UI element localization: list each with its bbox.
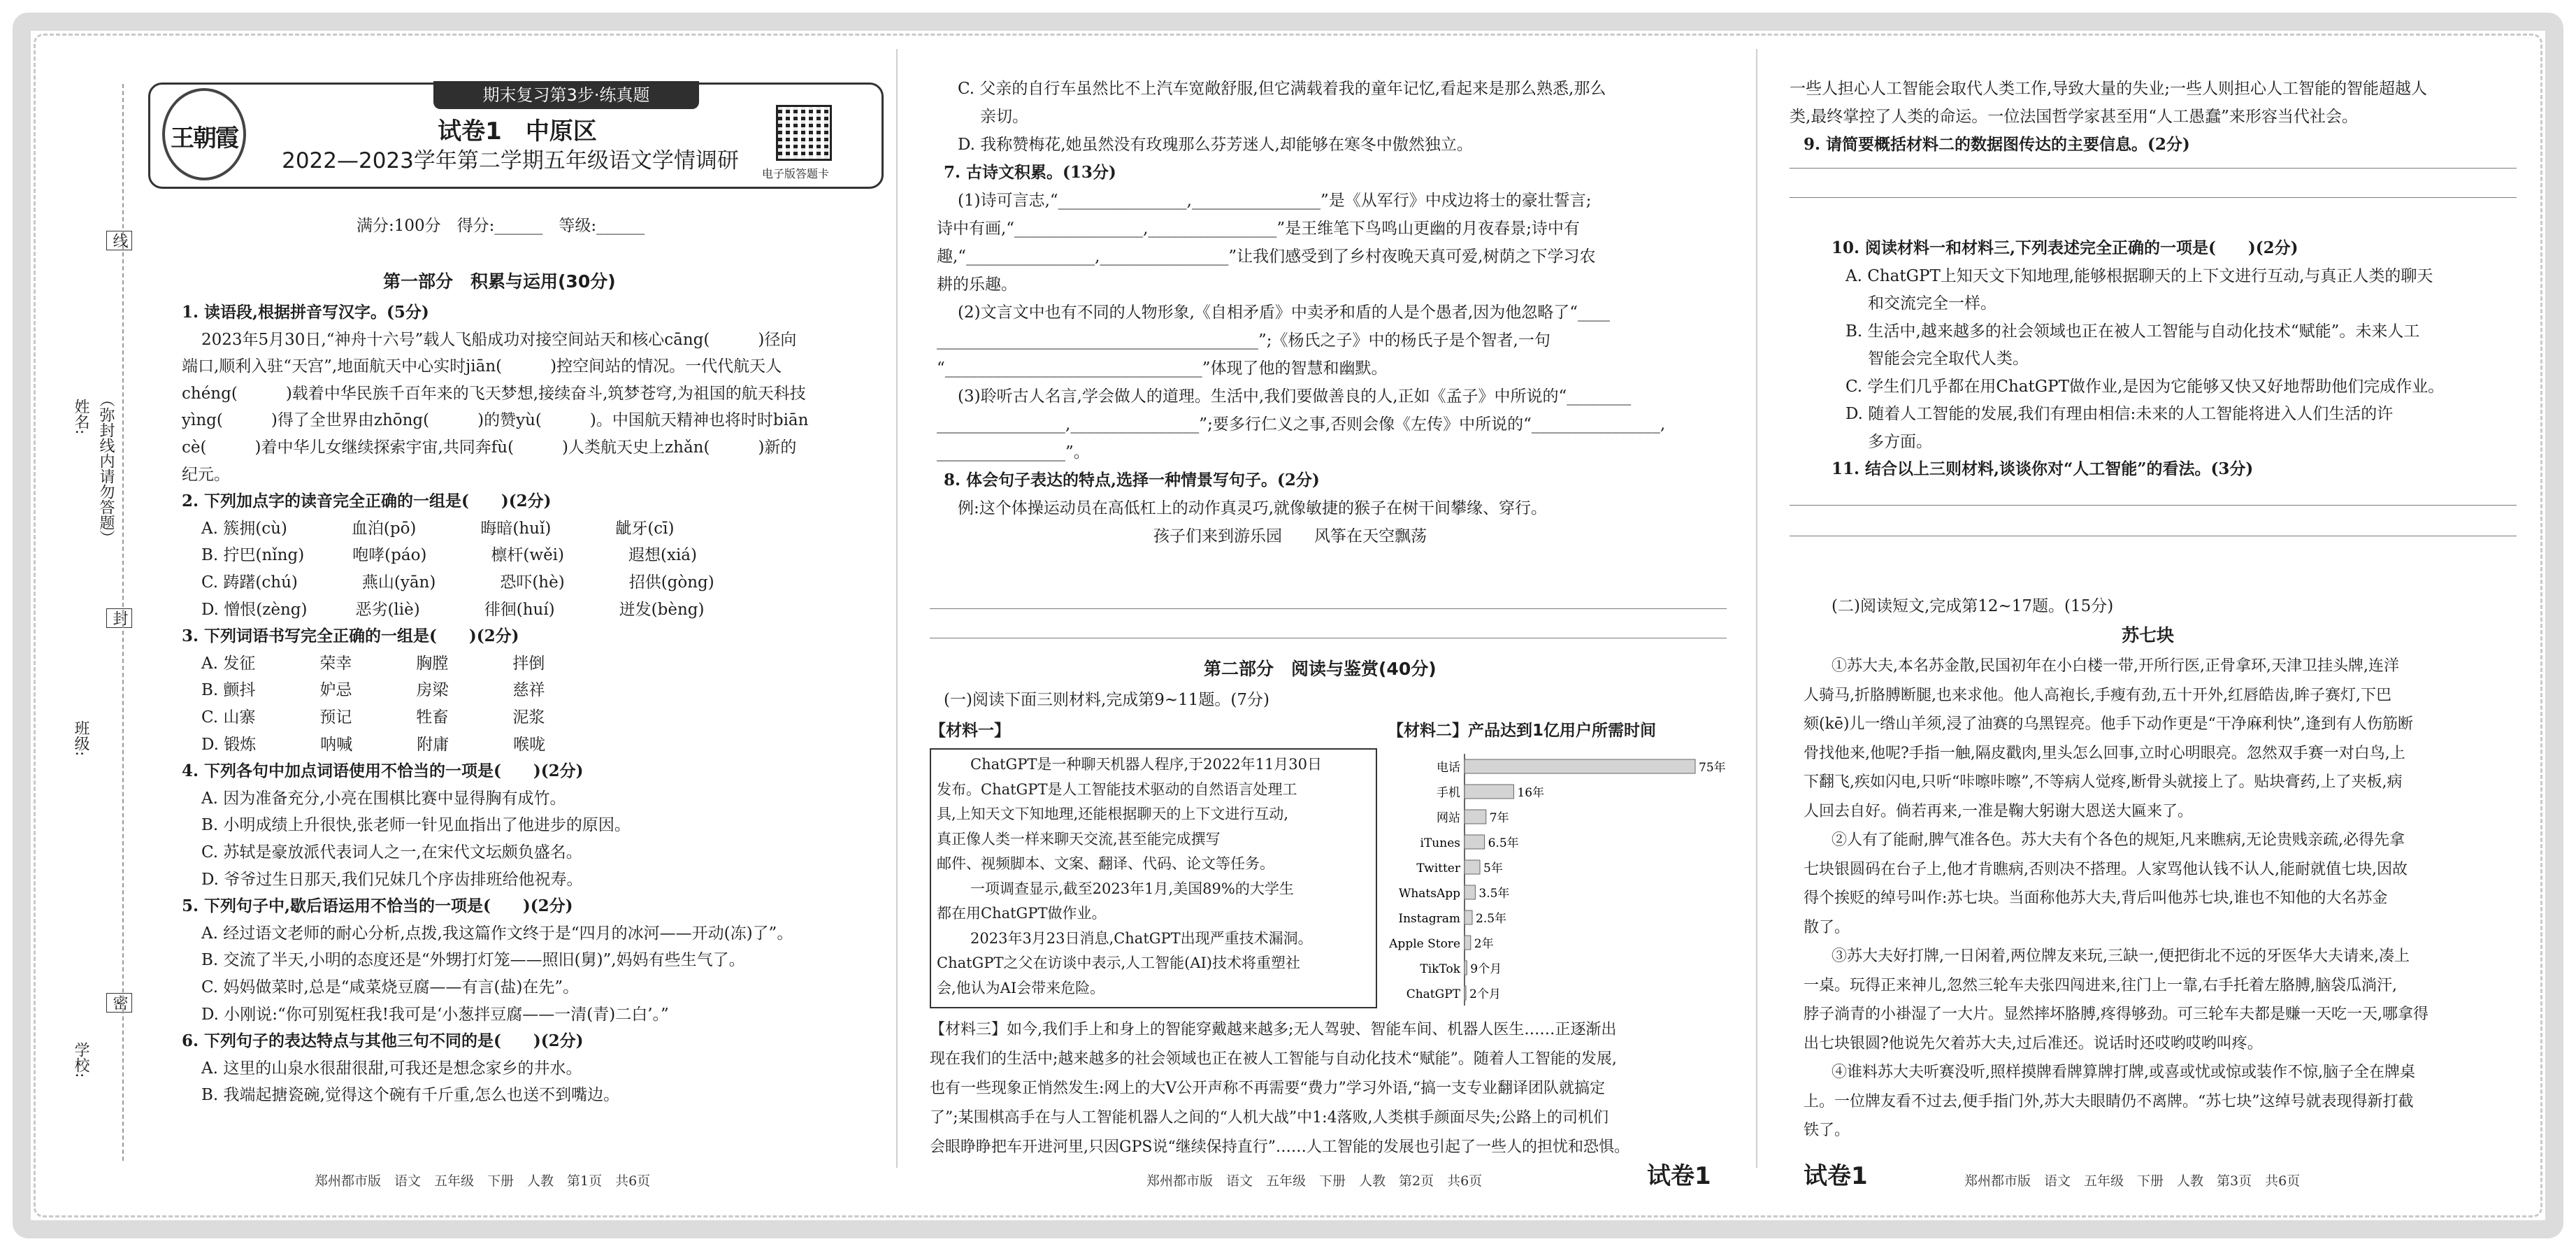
score-line: 满分:100分 得分:______ 等级:______ xyxy=(357,217,645,235)
question-line: (2)文言文中也有不同的人物形象,《自相矛盾》中卖矛和盾的人是个愚者,因为他忽略了“____ xyxy=(958,303,1610,322)
story-line: ④谁料苏大夫听赛没听,照样摸牌看牌算牌打牌,或喜或忧或惊或装作不惊,脑子全在牌桌 xyxy=(1832,1064,2415,1081)
question-line: B. 颤抖 妒忌 房梁 慈祥 xyxy=(201,681,545,700)
material1-line: 一项调查显示,截至2023年1月,美国89%的大学生 xyxy=(970,880,1294,897)
question-line: 和交流完全一样。 xyxy=(1868,294,1996,313)
material3-line: 现在我们的生活中;越来越多的社会领域也正在被人工智能与自动化技术“赋能”。随着人工智能的发展, xyxy=(930,1050,1617,1068)
question-line: 2. 下列加点字的读音完全正确的一组是( )(2分) xyxy=(182,492,552,511)
chart-category-label: Twitter xyxy=(1416,862,1460,875)
chart-value-label: 6.5年 xyxy=(1488,836,1519,850)
question-line: chéng( )载着中华民族千百年来的飞天梦想,接续奋斗,筑梦苍穹,为祖国的航天科技 xyxy=(182,384,806,403)
question-line: C. 踌躇(chú) 燕山(yān) 恐吓(hè) 招供(gòng) xyxy=(201,573,714,592)
story-line: ②人有了能耐,脾气准各色。苏大夫有个各色的规矩,凡来瞧病,无论贵贱亲疏,必得先拿 xyxy=(1832,831,2405,849)
question-line: A. 簇拥(cù) 血泊(pō) 晦暗(huǐ) 龇牙(cī) xyxy=(201,519,675,538)
chart-value-label: 3.5年 xyxy=(1478,887,1510,901)
material1-line: 2023年3月23日消息,ChatGPT出现严重技术漏洞。 xyxy=(970,929,1313,947)
material1-line: ChatGPT之父在访谈中表示,人工智能(AI)技术将重塑社 xyxy=(937,955,1300,971)
question-line: C. 妈妈做菜时,总是“咸菜烧豆腐——有言(盐)在先”。 xyxy=(201,978,580,996)
story-line: 得个挨贬的绰号叫作:苏七块。当面称他苏大夫,背后叫他苏七块,谁也不知他的大名苏金 xyxy=(1804,889,2388,907)
story-line: ③苏大夫好打牌,一日闲着,两位牌友来玩,三缺一,便把街北不远的牙医华大夫请来,凑上 xyxy=(1832,948,2410,965)
material1-line: 邮件、视频脚本、文案、翻译、代码、论文等任务。 xyxy=(937,855,1274,872)
question-line: D. 随着人工智能的发展,我们有理由相信:未来的人工智能将进入人们生活的许 xyxy=(1845,405,2394,423)
chart-value-label: 7年 xyxy=(1489,811,1509,825)
question-line: 端口,顺利入驻“天宫”,地面航天中心实时jiān( )控空间站的情况。一代代航天人 xyxy=(182,357,782,376)
chart-bar xyxy=(1465,785,1513,799)
question-line: 6. 下列句子的表达特点与其他三句不同的是( )(2分) xyxy=(182,1031,584,1051)
material3-line: 也有一些现象正悄然发生:网上的大V公开声称不再需要“费力”学习外语,“搞一支专业翻译团队就搞定 xyxy=(930,1080,1606,1097)
class-label: 班级: xyxy=(72,720,89,757)
story-title: 苏七块 xyxy=(2122,625,2175,645)
material1-line: ChatGPT是一种聊天机器人程序,于2022年11月30日 xyxy=(970,756,1323,773)
chart-value-label: 9个月 xyxy=(1470,962,1502,976)
chart-bar xyxy=(1465,961,1467,975)
question-line: 8. 体会句子表达的特点,选择一种情景写句子。(2分) xyxy=(944,471,1320,489)
paper-title: 2022—2023学年第二学期五年级语文学情调研 xyxy=(282,148,739,173)
material3-line: 了”;某围棋高手在与人工智能机器人之间的“人机大战”中1:4落败,人类棋手颜面尽失;公路上的司机们 xyxy=(930,1109,1609,1127)
question-line: C. 苏轼是豪放派代表词人之一,在宋代文坛颇负盛名。 xyxy=(201,843,582,862)
chart-category-label: WhatsApp xyxy=(1398,887,1460,901)
question-line: cè( )着中华儿女继续探索宇宙,共同奔fù( )人类航天史上zhǎn( )新的 xyxy=(182,438,797,457)
brand-name: 王朝霞 xyxy=(171,124,238,152)
chart-value-label: 16年 xyxy=(1517,786,1545,800)
question-line: 趣,“________________,________________”让我们感受到了乡村夜晚天真可爱,树荫之下学习农 xyxy=(937,248,1596,266)
chart-value-label: 5年 xyxy=(1483,862,1503,875)
page2-footer: 郑州都市版 语文 五年级 下册 人教 第2页 共6页 xyxy=(1146,1173,1483,1189)
answer-line xyxy=(1790,168,2517,169)
question-line: ________________”。 xyxy=(937,443,1090,462)
question-line: 诗中有画,“________________,________________”是王维笔下鸟鸣山更幽的月夜春景;诗中有 xyxy=(937,220,1580,238)
story-line: 脖子淌青的小褂湿了一大片。显然摔坏胳膊,疼得够劲。可三轮车夫都是赚一天吃一天,哪拿得 xyxy=(1804,1006,2429,1023)
story-line: 下翻飞,疾如闪电,只听“咔嚓咔嚓”,不等病人觉疼,断骨头就接上了。贴块膏药,上了夹板,病 xyxy=(1804,773,2403,791)
reading1-intro: (一)阅读下面三则材料,完成第9~11题。(7分) xyxy=(944,691,1270,709)
material1-line: 会,他认为AI会带来危险。 xyxy=(937,979,1105,996)
chart-value-label: 2年 xyxy=(1474,937,1494,951)
chart-category-label: Instagram xyxy=(1398,912,1460,926)
seal-line-mark: 线 xyxy=(106,231,132,250)
question-line: D. 憎恨(zèng) 恶劣(liè) 徘徊(huí) 迸发(bèng) xyxy=(201,600,705,619)
answer-line xyxy=(1790,505,2517,506)
chart-bar xyxy=(1465,835,1485,849)
question-line: 孩子们来到游乐园 风筝在天空飘荡 xyxy=(1153,527,1427,545)
question-line: C. 父亲的自行车虽然比不上汽车宽敞舒服,但它满载着我的童年记忆,看起来是那么熟悉,那么 xyxy=(958,80,1606,98)
question-line: B. 拧巴(nǐng) 咆哮(páo) 檩杆(wěi) 遐想(xiá) xyxy=(201,546,697,565)
question-line: 11. 结合以上三则材料,谈谈你对“人工智能”的看法。(3分) xyxy=(1832,459,2254,478)
chart-category-label: TikTok xyxy=(1420,962,1460,976)
question-line: 亲切。 xyxy=(980,108,1028,126)
seal-seal-mark: 封 xyxy=(106,608,132,628)
chart-bar xyxy=(1465,910,1472,924)
chart-bar xyxy=(1465,885,1475,899)
material3-line: 会眼睁睁把车开进河里,只因GPS说“继续保持直行”……人工智能的发展也引起了一些人的担忧和恐惧。 xyxy=(930,1138,1629,1156)
chart-bar xyxy=(1465,936,1471,950)
question-line: C. 学生们几乎都在用ChatGPT做作业,是因为它能够又快又好地帮助他们完成作业。 xyxy=(1845,377,2445,396)
story-line: 颏(kē)儿一绺山羊须,浸了油赛的乌黑锃亮。他手下动作更是“干净麻利快”,逢到有人伤筋断 xyxy=(1804,715,2413,733)
question-line: 1. 读语段,根据拼音写汉字。(5分) xyxy=(182,303,429,322)
name-label: 姓名: xyxy=(72,399,89,435)
page1-footer: 郑州都市版 语文 五年级 下册 人教 第1页 共6页 xyxy=(315,1173,651,1189)
question-line: D. 爷爷过生日那天,我们兄妹几个序齿排班给他祝寿。 xyxy=(201,870,583,889)
question-line: 多方面。 xyxy=(1868,432,1932,451)
chart-category-label: ChatGPT xyxy=(1406,987,1460,1001)
paper-mark-right: 试卷1 xyxy=(1804,1162,1868,1190)
question-line: A. ChatGPT上知天文下知地理,能够根据聊天的上下文进行互动,与真正人类的聊天 xyxy=(1845,266,2433,285)
qr-caption: 电子版答题卡 xyxy=(762,167,830,180)
question-line: C. 山寨 预记 牲畜 泥浆 xyxy=(201,708,545,727)
column-divider xyxy=(1756,49,1757,1168)
question-line: 例:这个体操运动员在高低杠上的动作真灵巧,就像敏捷的猴子在树干间攀缘、穿行。 xyxy=(958,499,1548,517)
seal-secret-mark: 密 xyxy=(106,993,132,1013)
chart-bar xyxy=(1465,986,1466,1000)
question-line: 9. 请简要概括材料二的数据图传达的主要信息。(2分) xyxy=(1804,135,2190,154)
reading2-intro: (二)阅读短文,完成第12~17题。(15分) xyxy=(1832,597,2114,615)
column-divider xyxy=(896,49,898,1168)
question-line: A. 经过语文老师的耐心分析,点拨,我这篇作文终于是“四月的冰河——开动(冻)了”。 xyxy=(201,924,793,943)
question-line: B. 交流了半天,小明的态度还是“外甥打灯笼——照旧(舅)”,妈妈有些生气了。 xyxy=(201,951,745,970)
material2-bar-chart xyxy=(1388,747,1737,1013)
answer-line xyxy=(1790,197,2517,198)
paper-number: 试卷1 中原区 xyxy=(438,117,597,145)
qr-code[interactable] xyxy=(776,105,832,161)
material1-line: 具,上知天文下知地理,还能根据聊天的上下文进行互动, xyxy=(937,806,1289,822)
story-line: 上。一位牌友看不过去,便手指门外,苏大夫眼睛仍不离牌。“苏七块”这绰号就表现得新打截 xyxy=(1804,1092,2414,1110)
question-line: B. 我端起搪瓷碗,觉得这个碗有千斤重,怎么也送不到嘴边。 xyxy=(201,1086,620,1105)
story-line: 七块银圆码在台子上,他才肯瞧病,否则决不搭理。人家骂他认钱不认人,能耐就值七块,因故 xyxy=(1804,860,2408,878)
question-line: 3. 下列词语书写完全正确的一组是( )(2分) xyxy=(182,627,519,646)
part1-title: 第一部分 积累与运用(30分) xyxy=(383,271,616,292)
question-line: ________________________________________”;《杨氏之子》中的杨氏子是个智者,一句 xyxy=(937,331,1550,350)
question-line: D. 锻炼 呐喊 附庸 喉咙 xyxy=(201,735,546,754)
question-line: 5. 下列句子中,歇后语运用不恰当的一项是( )(2分) xyxy=(182,896,573,916)
chart-category-label: 网站 xyxy=(1437,811,1460,825)
chart-title: 【材料二】产品达到1亿用户所需时间 xyxy=(1388,722,1657,740)
question-line: ________________,________________”;要多行仁义之事,否则会像《左传》中所说的“________________, xyxy=(937,415,1666,434)
chart-value-label: 2个月 xyxy=(1469,987,1501,1001)
question-line: B. 生活中,越来越多的社会领域也正在被人工智能与自动化技术“赋能”。未来人工 xyxy=(1845,322,2420,341)
story-line: 骨找他来,他呢?手指一触,隔皮戳肉,里头怎么回事,立时心明眼亮。忽然双手赛一对白鸟,上 xyxy=(1804,744,2405,762)
material1-line: 发布。ChatGPT是人工智能技术驱动的自然语言处理工 xyxy=(937,780,1297,798)
chart-category-label: iTunes xyxy=(1420,836,1460,850)
story-line: 出七块银圆?他说先欠着苏大夫,过后准还。说话时还哎哟哎哟叫疼。 xyxy=(1804,1034,2263,1052)
question-line: yìng( )得了全世界由zhōng( )的赞yù( )。中国航天精神也将时时biān xyxy=(182,411,809,430)
question-line: A. 这里的山泉水很甜很甜,可我还是想念家乡的井水。 xyxy=(201,1059,582,1078)
paper-mark: 试卷1 xyxy=(1647,1162,1711,1190)
chart-category-label: 手机 xyxy=(1437,786,1460,800)
material1-line: 都在用ChatGPT做作业。 xyxy=(937,905,1107,922)
question-line: D. 我称赞梅花,她虽然没有玫瑰那么芬芳迷人,却能够在寒冬中傲然独立。 xyxy=(958,136,1473,154)
story-line: 人骑马,折胳膊断腿,也来求他。他人高袍长,手瘦有劲,五十开外,红唇皓齿,眸子赛灯,下巴 xyxy=(1804,686,2391,704)
seal-note: （弥封线内请勿答题） xyxy=(97,392,115,545)
question-line: D. 小刚说:“你可别冤枉我!我可是‘小葱拌豆腐——一清(青)二白’。” xyxy=(201,1005,669,1024)
question-line: 10. 阅读材料一和材料三,下列表述完全正确的一项是( )(2分) xyxy=(1832,238,2298,257)
chart-bar xyxy=(1465,759,1695,773)
question-line: A. 因为准备充分,小亮在围棋比赛中显得胸有成竹。 xyxy=(201,789,566,808)
material1-line: 真正像人类一样来聊天交流,甚至能完成撰写 xyxy=(937,830,1221,848)
question-line: 耕的乐趣。 xyxy=(937,276,1017,294)
chart-bar xyxy=(1465,810,1486,824)
chart-category-label: Apple Store xyxy=(1389,937,1460,951)
question-line: “________________________________”体现了他的智慧和幽默。 xyxy=(937,359,1388,378)
page3-footer: 郑州都市版 语文 五年级 下册 人教 第3页 共6页 xyxy=(1964,1173,2301,1189)
answer-line xyxy=(930,608,1727,609)
question-line: 2023年5月30日,“神舟十六号”载人飞船成功对接空间站天和核心cāng( )径向 xyxy=(201,330,797,349)
chart-value-label: 75年 xyxy=(1699,761,1726,775)
question-line: 纪元。 xyxy=(182,465,230,484)
chart-category-label: 电话 xyxy=(1437,761,1460,775)
chart-bar xyxy=(1465,860,1480,874)
story-line: 人回去自好。倘若再来,一准是鞠大躬谢大恩送大匾来了。 xyxy=(1804,802,2193,820)
story-line: ①苏大夫,本名苏金散,民国初年在小白楼一带,开所行医,正骨拿环,天津卫挂头牌,连洋 xyxy=(1832,657,2399,675)
question-line: B. 小明成绩上升很快,张老师一针见血指出了他进步的原因。 xyxy=(201,816,631,835)
question-line: A. 发征 荣幸 胸膛 拌倒 xyxy=(201,654,545,673)
question-line: 4. 下列各句中加点词语使用不恰当的一项是( )(2分) xyxy=(182,762,584,781)
chart-value-label: 2.5年 xyxy=(1476,912,1507,926)
material3-line: 【材料三】如今,我们手上和身上的智能穿戴越来越多;无人驾驶、智能车间、机器人医生……正逐渐出 xyxy=(930,1021,1617,1038)
question-line: 7. 古诗文积累。(13分) xyxy=(944,163,1116,182)
brand-logo xyxy=(162,88,246,180)
question-line: 类,最终掌控了人类的命运。一位法国哲学家甚至用“人工愚蠢”来形容当代社会。 xyxy=(1790,108,2358,126)
part2-title: 第二部分 阅读与鉴赏(40分) xyxy=(1204,659,1437,679)
story-line: 铁了。 xyxy=(1804,1122,1850,1139)
story-line: 一桌。玩得正来神儿,忽然三轮车夫张四闯进来,往门上一靠,右手托着左胳膊,脑袋瓜淌汗, xyxy=(1804,976,2397,994)
story-line: 散了。 xyxy=(1804,918,1850,936)
question-line: (1)诗可言志,“________________,________________”是《从军行》中戍边将士的豪壮誓言; xyxy=(958,192,1592,210)
school-label: 学校: xyxy=(72,1042,89,1078)
stage-banner: 期末复习第3步·练真题 xyxy=(433,81,699,109)
seal-line xyxy=(122,84,124,1161)
question-line: 一些人担心人工智能会取代人类工作,导致大量的失业;一些人则担心人工智能的智能超越人 xyxy=(1790,80,2428,98)
question-line: (3)聆听古人名言,学会做人的道理。生活中,我们要做善良的人,正如《孟子》中所说的“________ xyxy=(958,387,1632,406)
material1-label: 【材料一】 xyxy=(930,722,1010,740)
question-line: 智能会完全取代人类。 xyxy=(1868,350,2029,368)
